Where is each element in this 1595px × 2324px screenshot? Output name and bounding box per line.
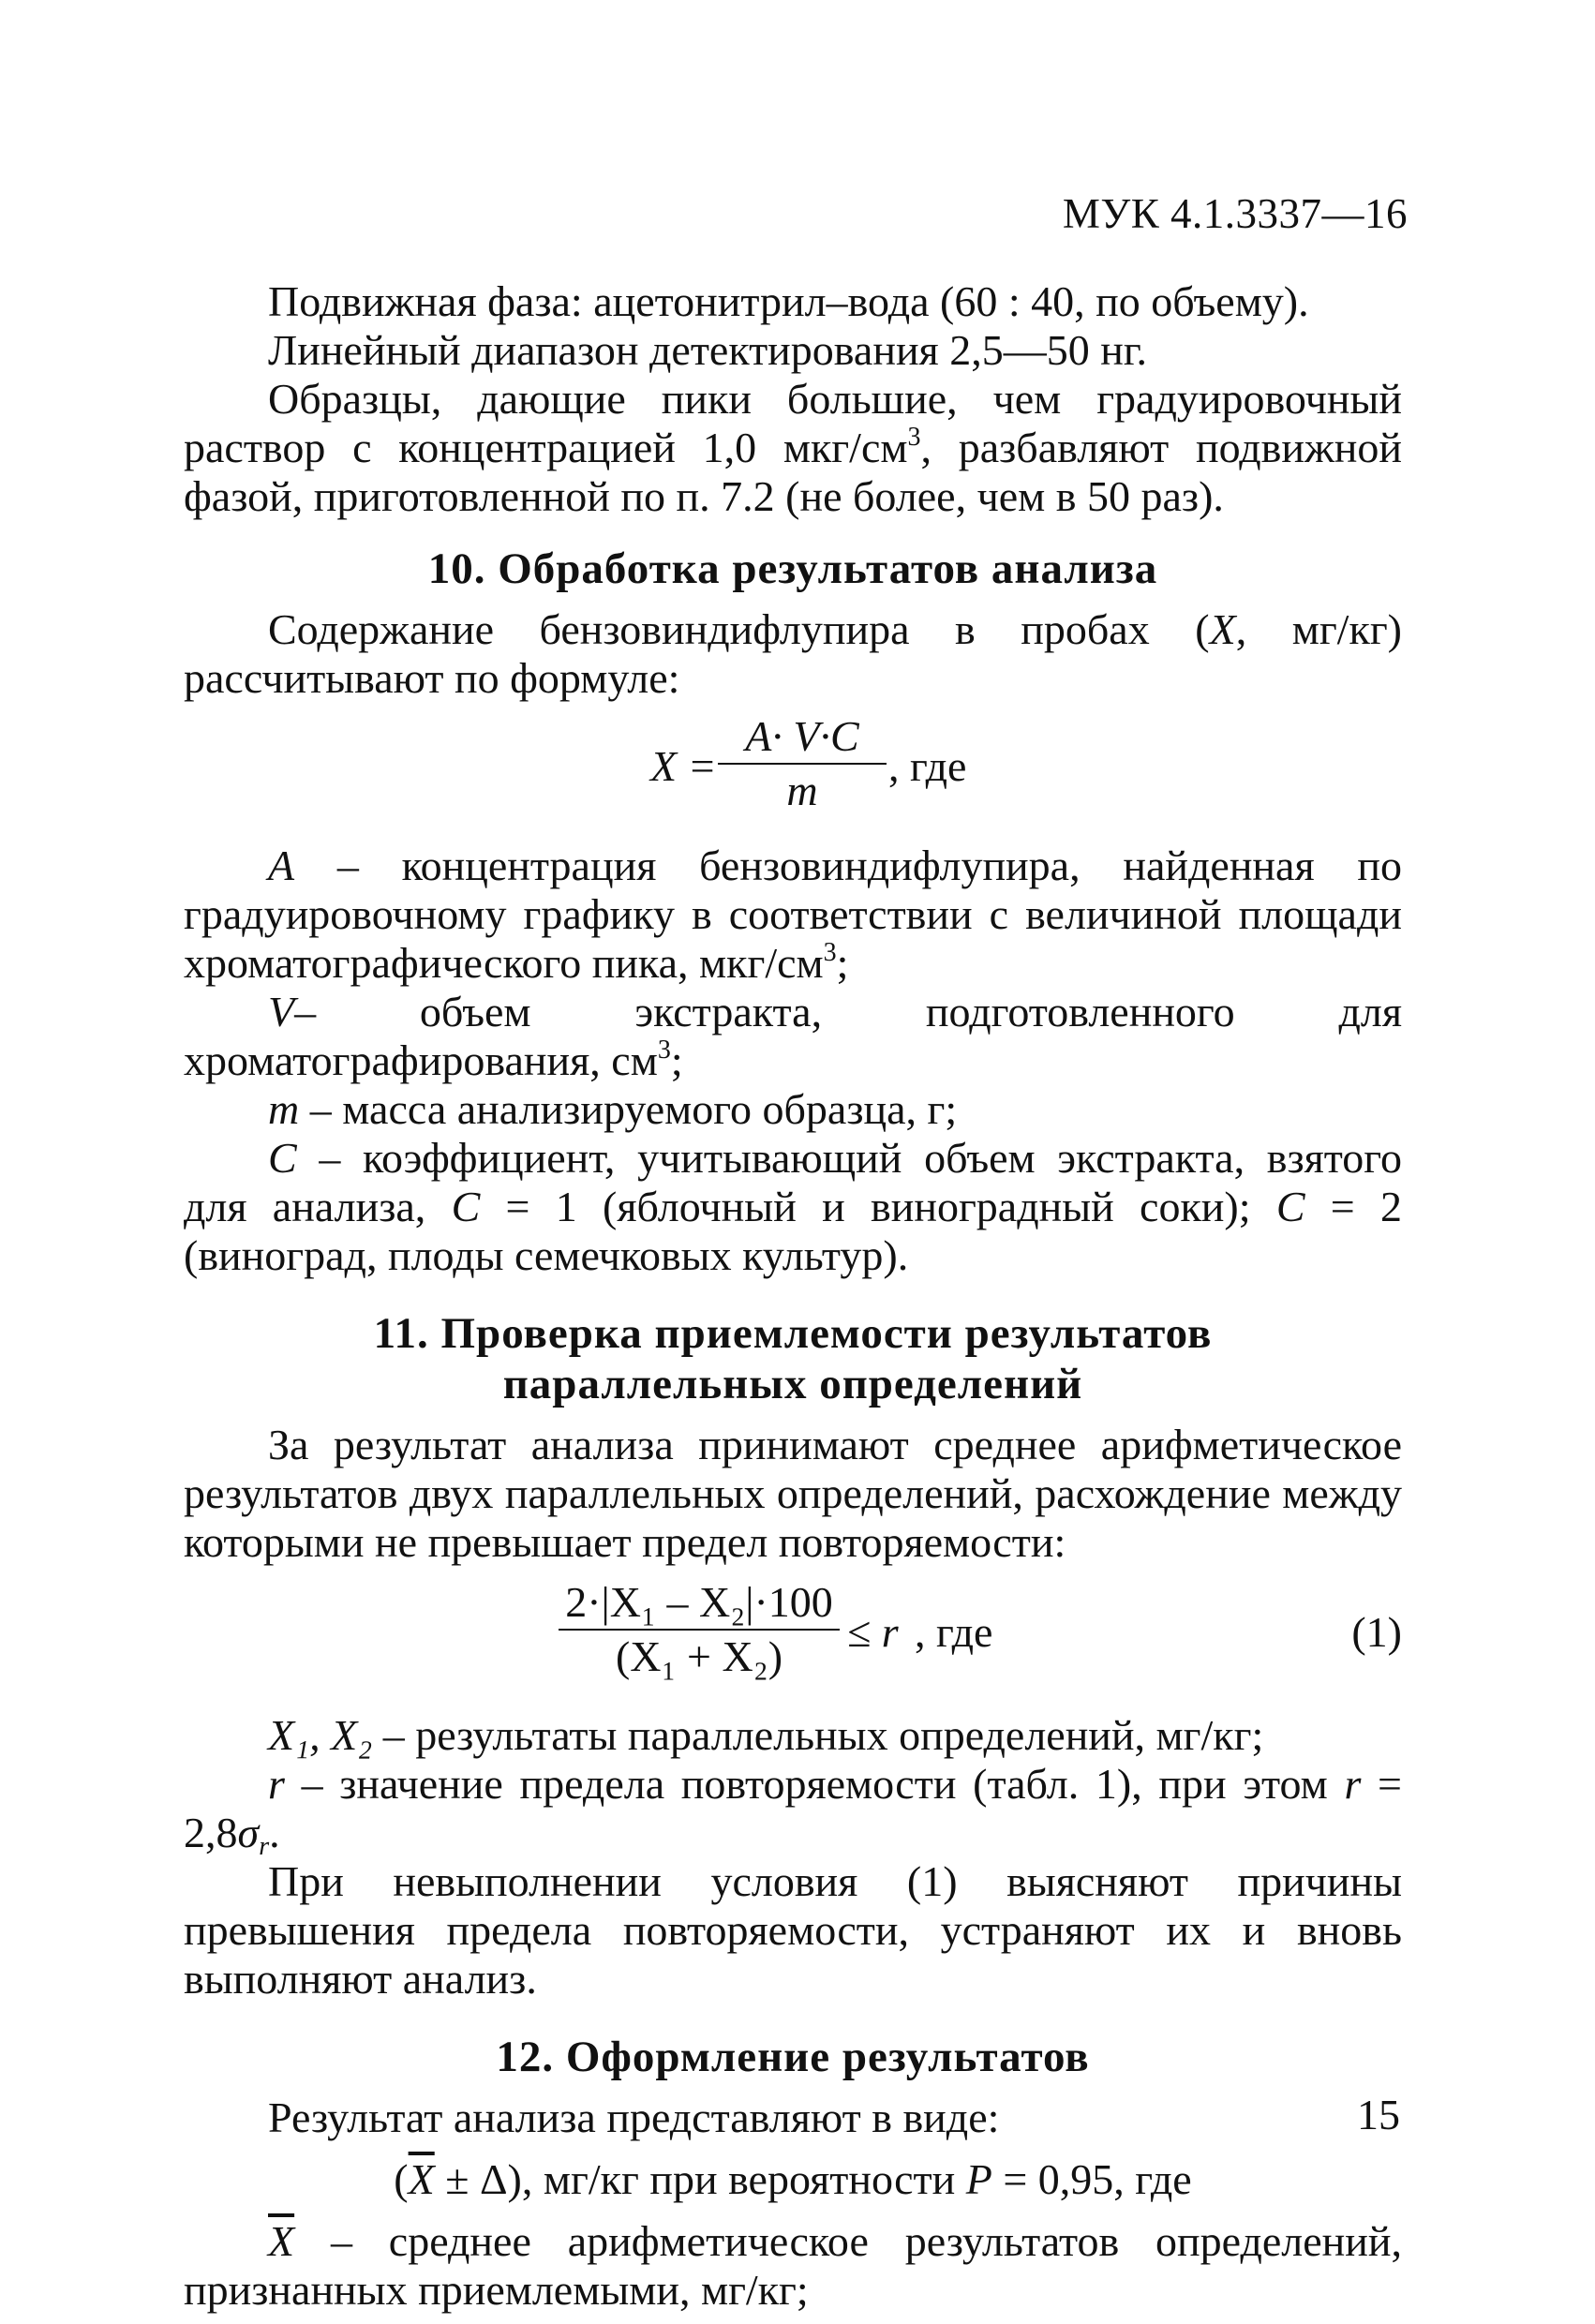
def-x-mean: $\overline{X}$ – среднее арифметическое результатов определений, признанных приемлемыми, мг/кг; [184,2217,1402,2314]
linear-range-line: Линейный диапазон детектирования 2,5—50 нг. [268,326,1148,374]
def-r: r – значение предела повторяемости (табл. 1), при этом $r = 2,8\sigma_r$. [184,1760,1402,1861]
formula-repeatability: 2·|X₁ – X₂|·100 (X₁ + X₂) ≤ r , где (1) [184,1576,1402,1692]
section-11-heading: 11. Проверка приемлемости результатов параллельных определений [373,1309,1213,1408]
def-a: A – концентрация бензовиндифлупира, найденная по градуировочному графику в соответствии с величиной площади хроматографического пика, мкг/$см^3$; [184,842,1402,987]
section-11-text: За результат анализа принимают среднее арифметическое результатов двух параллельных определений, расхождение между которыми не превышает предел повторяемости: [184,1421,1402,1566]
section-12-heading: 12. Оформление результатов [496,2033,1090,2081]
section-10-intro: Содержание бензовиндифлупира в пробах (X, мг/кг) рассчитывают по формуле: [184,605,1403,702]
def-x1-x2: X₁, X₂ – результаты параллельных определений, мг/кг; [268,1711,1264,1759]
dilution-paragraph: Образцы, дающие пики большие, чем градуировочный раствор с концентрацией 1,0 мкг/$см^3$, разбавляют подвижной фазой, приготовленной по п. 7.2 (не более, чем в 50 раз). [184,375,1403,520]
def-v: V– объем экстракта, подготовленного для хроматографирования, $см^3$; [184,988,1402,1084]
section-10-heading: 10. Обработка результатов анализа [427,544,1158,593]
def-m: m – масса анализируемого образца, г; [268,1085,958,1133]
document-code-header: МУК 4.1.3337—16 [1062,190,1408,237]
formula-x: X = A· V·C m , где [650,712,967,814]
section-11-fail-text: При невыполнении условия (1) выясняют причины превышения предела повторяемости, устраняют их и вновь выполняют анализ. [184,1857,1402,2003]
def-c: C – коэффициент, учитывающий объем экстракта, взятого для анализа, C = 1 (яблочный и виноградный соки); C = 2 (виноград, плоды семечковых культур). [184,1134,1402,1279]
result-form: $(\overline{X} \pm \Delta)$, мг/кг при вероятности P = 0,95, где [394,2155,1192,2203]
mobile-phase-line: Подвижная фаза: ацетонитрил–вода (60 : 40, по объему). [268,277,1309,325]
section-12-text: Результат анализа представляют в виде: [268,2093,1000,2141]
page-number: 15 [1357,2091,1400,2138]
document-body [184,277,1402,2315]
